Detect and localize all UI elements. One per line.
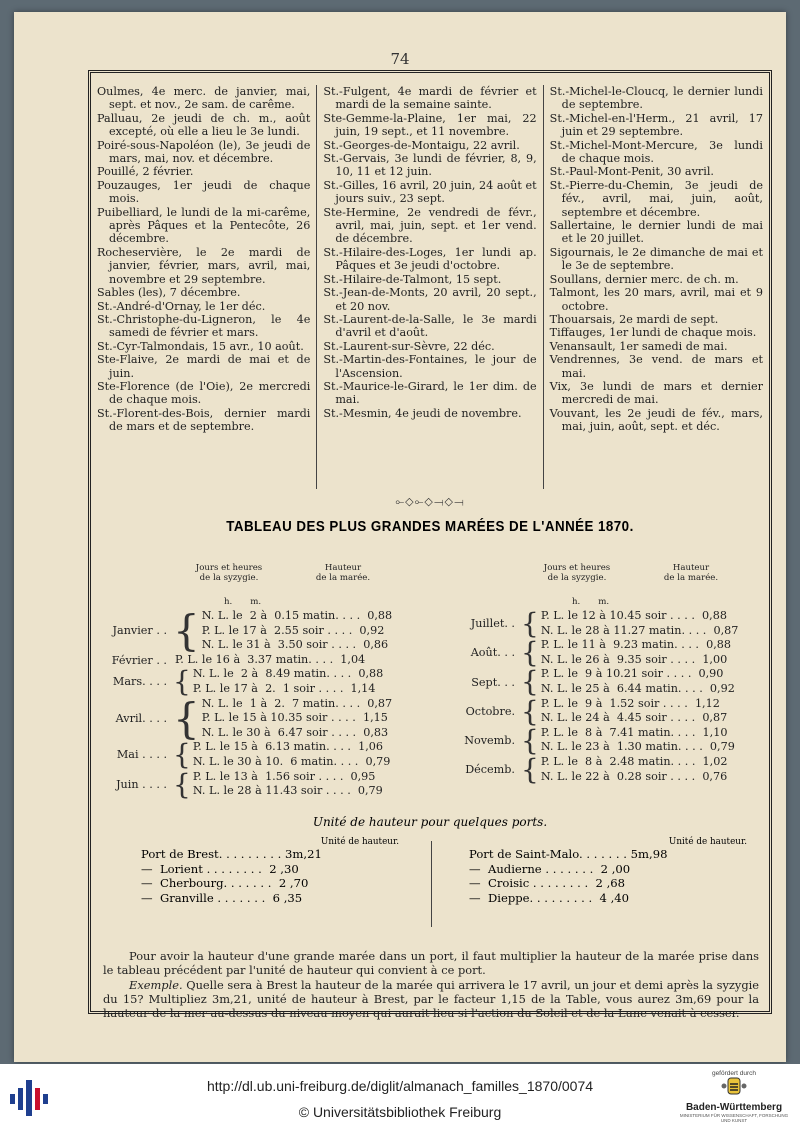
tide-month-group (99, 653, 429, 668)
fair-entry: St.-Gilles, 16 avril, 20 juin, 24 août et jours suiv., 23 sept. (323, 178, 537, 206)
fair-entry: Pouillé, 2 février. (97, 165, 194, 179)
tide-row: N. L. le 2 à 8.49 matin. . . . 0,88 (192, 667, 384, 681)
fair-entry: St.-Hilaire-des-Loges, 1er lundi ap. Pâques et 3e jeudi d'octobre. (323, 245, 537, 273)
month-name: Novemb. (464, 733, 515, 747)
fair-entry: Sallertaine, le dernier lundi de mai et le 20 juillet. (549, 219, 763, 246)
fair-entry: Sigournais, le 2e dimanche de mai et le 3e de septembre. (549, 245, 763, 273)
fair-entry: St.-Michel-en-l'Herm., 21 avril, 17 juin et 29 septembre. (549, 111, 763, 139)
tide-row: P. L. le 15 à 10.35 soir . . . . 1,15 (201, 711, 388, 725)
tide-row: N. L. le 28 à 11.27 matin. . . . 0,87 (540, 623, 739, 637)
fair-entry: St.-Jean-de-Monts, 20 avril, 20 sept., et 20 nov. (323, 286, 537, 313)
fairs-columns (91, 85, 769, 489)
page-number: 74 (390, 50, 410, 68)
brace-symbol: { (521, 636, 539, 670)
header-jours: Jours et heures (543, 563, 611, 573)
ports-right (469, 837, 769, 905)
tide-row: P. L. le 17 à 2. 1 soir . . . . 1,14 (192, 681, 376, 695)
tide-row: N. L. le 31 à 3.50 soir . . . . 0,86 (201, 638, 389, 652)
month-name: Juin . . . . (116, 777, 167, 791)
header-syzygie: de la syzygie. (547, 573, 607, 583)
brace-symbol: { (173, 738, 191, 772)
unit-m: m. (598, 597, 610, 607)
tide-row: P. L. le 11 à 9.23 matin. . . . 0,88 (540, 638, 732, 652)
fair-entry: Rocheservière, le 2e mardi de janvier, février, mars, avril, mai, novembre et 29 septembre. (97, 245, 311, 286)
brace-symbol: { (521, 753, 539, 787)
month-name: Août. . . (470, 646, 515, 660)
unit-m: m. (250, 597, 262, 607)
port-row: Port de Brest. . . . . . . . . 3m,21 (141, 847, 322, 861)
fair-entry: Palluau, 2e jeudi de ch. m., août excepté, où elle a lieu le 3e lundi. (97, 111, 311, 139)
tide-month-group (447, 753, 767, 787)
tide-month-group (99, 693, 429, 743)
fair-entry: Vendrennes, 3e vend. de mars et mai. (549, 353, 763, 380)
fairs-column-1 (91, 85, 316, 489)
tide-table-header (447, 563, 767, 597)
port-row: — Lorient . . . . . . . . 2 ,30 (141, 861, 299, 876)
ports-left (141, 837, 421, 905)
fair-entry: St.-Pierre-du-Chemin, 3e jeudi de fév., avril, mai, juin, août, septembre et décembre. (549, 178, 763, 219)
example-text: Quelle sera à Brest la hauteur de la marée qui arrivera le 17 avril, un jour et demi après la syzygie du 15? Multipliez 3m,21, unité de hauteur à Brest, par le facteur 1,15 de la Table, vous aurez 3m,69 pour la hauteur de la mer au-dessus du niveau moyen qui aurait lieu si l'action du Soleil et de la Lune venait à cesser. (103, 977, 759, 1021)
fair-entry: Poiré-sous-Napoléon (le), 3e jeudi de mars, mai, nov. et décembre. (97, 138, 311, 166)
header-hauteur: Hauteur (672, 563, 710, 573)
fair-entry: Oulmes, 4e merc. de janvier, mai, sept. et nov., 2e sam. de carême. (97, 85, 311, 112)
fair-entry: Puibelliard, le lundi de la mi-carême, après Pâques et la Pentecôte, 26 décembre. (97, 205, 311, 246)
brace-symbol: { (173, 767, 191, 801)
brace-symbol: { (173, 693, 200, 743)
fair-entry: St.-Gervais, 3e lundi de février, 8, 9, 10, 11 et 12 juin. (323, 152, 537, 179)
month-name: Juillet. . (470, 617, 515, 631)
tide-month-group (99, 665, 429, 699)
tide-table-right (447, 563, 767, 787)
tide-row: N. L. le 26 à 9.35 soir . . . . 1,00 (540, 652, 728, 666)
unit-header: Unité de hauteur. (320, 837, 399, 847)
tide-row: P. L. le 9 à 1.52 soir . . . . 1,12 (540, 696, 720, 710)
brace-symbol: { (521, 607, 539, 640)
tide-row: N. L. le 24 à 4.45 soir . . . . 0,87 (540, 711, 728, 725)
brace-symbol: { (521, 694, 539, 728)
tide-month-group (99, 738, 429, 772)
fair-entry: Ste-Gemme-la-Plaine, 1er mai, 22 juin, 19 sept., et 11 novembre. (323, 111, 537, 139)
port-row: — Cherbourg. . . . . . . 2 ,70 (141, 876, 309, 891)
fair-entry: Ste-Flaive, 2e mardi de mai et de juin. (97, 353, 311, 380)
fair-entry: St.-Martin-des-Fontaines, le jour de l'Ascension. (323, 353, 537, 380)
fair-entry: St.-Paul-Mont-Penit, 30 avril. (549, 165, 714, 179)
month-name: Octobre. (465, 704, 515, 718)
header-maree: de la marée. (315, 573, 371, 583)
tide-table-title: TABLEAU DES PLUS GRANDES MARÉES DE L'ANNÉE 1870. (226, 519, 634, 535)
ornament-divider: ⟜◇⟜◇⟞◇⟞ (395, 495, 465, 508)
example-label: Exemple. (129, 977, 183, 992)
fair-entry: St.-Hilaire-de-Talmont, 15 sept. (323, 272, 502, 286)
month-name: Janvier . . (112, 624, 167, 638)
fair-entry: St.-Michel-le-Cloucq, le dernier lundi de septembre. (549, 85, 763, 112)
tide-month-group (447, 665, 767, 699)
explanation-text (103, 949, 759, 1020)
tide-table-header (99, 563, 429, 597)
port-units-section (91, 815, 769, 905)
units-row (99, 597, 429, 609)
fair-entry: Venansault, 1er samedi de mai. (549, 339, 728, 353)
fair-entry: St.-Maurice-le-Girard, le 1er dim. de mai. (323, 379, 537, 407)
tide-month-group (447, 694, 767, 728)
header-maree: de la marée. (663, 573, 719, 583)
month-name: Mai . . . . (116, 748, 167, 762)
unit-h: h. (224, 597, 233, 607)
brace-symbol: { (521, 665, 539, 699)
fair-entry: St.-Florent-des-Bois, dernier mardi de mars et de septembre. (97, 406, 311, 434)
brace-symbol: { (173, 665, 191, 699)
month-name: Mars. . . . (112, 675, 167, 689)
tide-row: N. L. le 1 à 2. 7 matin. . . . 0,87 (201, 696, 393, 710)
month-name: Avril. . . . (115, 711, 167, 725)
ministry-name: MINISTERIUM FÜR WISSENSCHAFT, FORSCHUNG UND KUNST (679, 1113, 789, 1123)
tide-month-group (99, 606, 429, 655)
viewer-footer (0, 1064, 800, 1127)
fair-entry: Thouarsais, 2e mardi de sept. (549, 312, 719, 326)
tide-month-group (447, 609, 767, 638)
fair-entry: Talmont, les 20 mars, avril, mai et 9 octobre. (549, 286, 763, 313)
port-row: — Granville . . . . . . . 6 ,35 (141, 890, 303, 905)
fair-entry: St.-Michel-Mont-Mercure, 3e lundi de chaque mois. (549, 138, 763, 166)
tide-row: P. L. le 8 à 7.41 matin. . . . 1,10 (540, 725, 728, 739)
unit-h: h. (572, 597, 581, 607)
port-row: — Audierne . . . . . . . 2 ,00 (469, 861, 631, 876)
month-name: Décemb. (465, 763, 515, 777)
funder-logo (678, 1070, 790, 1124)
port-row: — Dieppe. . . . . . . . . 4 ,40 (469, 890, 630, 905)
tide-row: P. L. le 12 à 10.45 soir . . . . 0,88 (540, 609, 727, 622)
fair-entry: Ste-Hermine, 2e vendredi de févr., avril, mai, juin, sept. et 1er vend. de décembre. (323, 205, 537, 246)
fair-entry: Vouvant, les 2e jeudi de fév., mars, mai, juin, août, sept. et déc. (549, 406, 763, 434)
paragraph-example (103, 978, 759, 1021)
unit-header: Unité de hauteur. (668, 837, 747, 847)
brace-symbol: { (521, 723, 539, 757)
tide-row: N. L. le 30 à 10. 6 matin. . . . 0,79 (192, 754, 391, 768)
header-jours: Jours et heures (195, 563, 263, 573)
almanac-page (14, 12, 786, 1062)
port-units-title: Unité de hauteur pour quelques ports. (312, 815, 548, 829)
tide-row: P. L. le 8 à 2.48 matin. . . . 1,02 (540, 755, 728, 769)
port-row: Port de Saint-Malo. . . . . . . 5m,98 (469, 847, 668, 861)
fair-entry: Pouzauges, 1er jeudi de chaque mois. (97, 178, 311, 206)
header-syzygie: de la syzygie. (199, 573, 259, 583)
fair-entry: St.-Georges-de-Montaigu, 22 avril. (323, 138, 520, 152)
fair-entry: St.-Fulgent, 4e mardi de février et mardi de la semaine sainte. (323, 85, 537, 112)
tide-row: N. L. le 30 à 6.47 soir . . . . 0,83 (201, 725, 389, 739)
tide-month-group (447, 723, 767, 757)
column-divider (431, 841, 432, 927)
tide-row: P. L. le 9 à 10.21 soir . . . . 0,90 (540, 667, 724, 681)
tide-row: P. L. le 16 à 3.37 matin. . . . 1,04 (175, 652, 366, 666)
coat-of-arms-icon (721, 1077, 747, 1095)
tide-row: N. L. le 28 à 11.43 soir . . . . 0,79 (192, 784, 383, 798)
port-row: — Croisic . . . . . . . . 2 ,68 (469, 876, 626, 891)
units-row (447, 597, 767, 609)
tide-row: N. L. le 2 à 0.15 matin. . . . 0,88 (201, 609, 393, 622)
fair-entry: St.-Laurent-sur-Sèvre, 22 déc. (323, 339, 495, 353)
fair-entry: St.-Laurent-de-la-Salle, le 3e mardi d'avril et d'août. (323, 312, 537, 340)
fair-entry: Tiffauges, 1er lundi de chaque mois. (549, 326, 757, 340)
page-frame (88, 70, 772, 1021)
month-name: Sept. . . (471, 675, 515, 689)
tide-row: P. L. le 17 à 2.55 soir . . . . 0,92 (201, 623, 385, 637)
fair-entry: Sables (les), 7 décembre. (97, 286, 241, 300)
fair-entry: St.-Christophe-du-Ligneron, le 4e samedi de février et mars. (97, 312, 311, 340)
fair-entry: Soullans, dernier merc. de ch. m. (549, 272, 739, 286)
header-hauteur: Hauteur (324, 563, 362, 573)
fair-entry: Vix, 3e lundi de mars et dernier mercredi de mai. (549, 379, 763, 407)
state-name: Baden-Württemberg (685, 1102, 783, 1113)
tide-row: N. L. le 23 à 1.30 matin. . . . 0,79 (540, 740, 735, 754)
tide-month-group (99, 767, 429, 801)
funded-by-text: gefördert durch (711, 1070, 757, 1077)
fair-entry: Ste-Florence (de l'Oie), 2e mercredi de chaque mois. (97, 379, 311, 407)
fair-entry: St.-Cyr-Talmondais, 15 avr., 10 août. (97, 339, 304, 353)
fairs-column-2 (316, 85, 542, 489)
brace-symbol: { (173, 606, 200, 655)
month-name: Février . . (111, 653, 167, 667)
tide-row: N. L. le 22 à 0.28 soir . . . . 0,76 (540, 769, 728, 783)
copyright-text: © Universitätsbibliothek Freiburg (298, 1104, 502, 1120)
tide-table-left (99, 563, 429, 799)
tide-row: N. L. le 25 à 6.44 matin. . . . 0,92 (540, 682, 735, 695)
fairs-column-3 (543, 85, 769, 489)
fair-entry: St.-André-d'Ornay, le 1er déc. (97, 299, 266, 313)
document-url-link[interactable]: http://dl.ub.uni-freiburg.de/diglit/almanach_familles_1870/0074 (206, 1078, 594, 1094)
fair-entry: St.-Mesmin, 4e jeudi de novembre. (323, 406, 522, 420)
paragraph-method: Pour avoir la hauteur d'une grande marée dans un port, il faut multiplier la hauteur de la marée prise dans le tableau précédent par l'unité de hauteur qui convient à ce port. (103, 949, 759, 978)
tide-month-group (447, 636, 767, 670)
tide-row: P. L. le 15 à 6.13 matin. . . . 1,06 (192, 740, 384, 754)
tide-row: P. L. le 13 à 1.56 soir . . . . 0,95 (192, 769, 376, 783)
